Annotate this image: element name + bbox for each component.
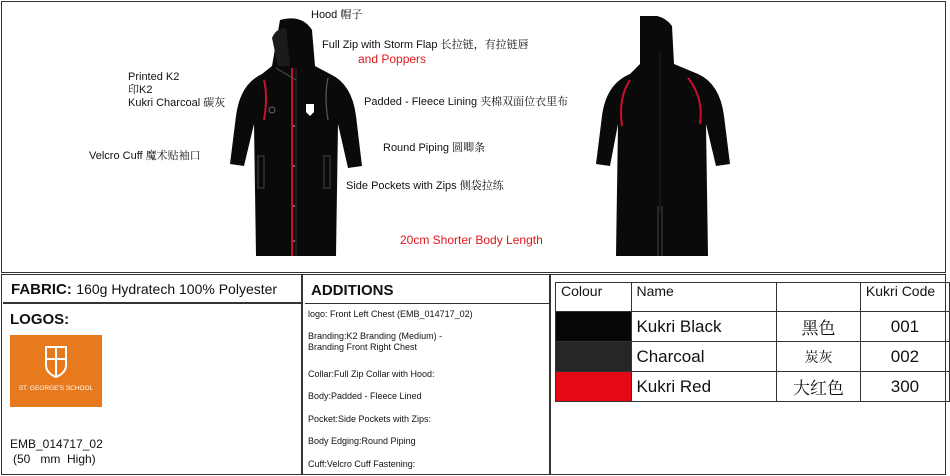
logo-code: EMB_014717_02: [10, 437, 103, 451]
callout-velcro: Velcro Cuff 魔术贴袖口: [89, 150, 201, 162]
colour-cn: 大红色: [777, 372, 861, 402]
colour-table-header: [556, 283, 950, 312]
addition-item: Body:Padded - Fleece Lined: [308, 391, 422, 401]
table-row: [556, 372, 950, 402]
fabric-value: 160g Hydratech 100% Polyester: [76, 281, 278, 297]
addition-item: Pocket:Side Pockets with Zips:: [308, 414, 432, 424]
colour-name: Charcoal: [632, 342, 777, 372]
fabric-row: [3, 276, 301, 304]
addition-item: Collar:Full Zip Collar with Hood:: [308, 369, 435, 379]
addition-item: logo: Front Left Chest (EMB_014717_02): [308, 309, 473, 319]
colour-name: Kukri Red: [632, 372, 777, 402]
header-cn: [777, 283, 861, 312]
callout-poppers: and Poppers: [358, 52, 427, 66]
logos-label: LOGOS:: [10, 311, 70, 328]
callout-shorter-length: 20cm Shorter Body Length: [400, 233, 543, 247]
column-divider: [301, 274, 303, 475]
callout-pockets: Side Pockets with Zips 侧袋拉练: [346, 180, 504, 192]
addition-item: Body Edging:Round Piping: [308, 436, 416, 446]
logo-size: (50 mm High): [13, 452, 96, 466]
colour-code: 001: [860, 312, 949, 342]
table-row: [556, 312, 950, 342]
colour-swatch: [556, 312, 632, 342]
header-code: Kukri Code: [860, 283, 949, 312]
callout-kukri-charcoal: Kukri Charcoal 碳灰: [128, 97, 226, 109]
colour-swatch: [556, 342, 632, 372]
colour-cn: 炭灰: [777, 342, 861, 372]
callout-k2-cn: 印K2: [128, 84, 153, 96]
callout-piping: Round Piping 圆唧条: [383, 142, 486, 154]
colour-code: 002: [860, 342, 949, 372]
coat-back-illustration: [588, 16, 738, 258]
additions-heading: ADDITIONS: [311, 282, 394, 299]
coat-front-illustration: [220, 16, 370, 258]
table-row: [556, 342, 950, 372]
callout-printed-k2: Printed K2: [128, 71, 180, 83]
school-logo: [10, 335, 102, 407]
additions-header: [305, 276, 549, 304]
header-name: Name: [632, 283, 777, 312]
shield-icon: [44, 345, 68, 379]
callout-full-zip: Full Zip with Storm Flap 长拉链，有拉链唇: [322, 39, 529, 51]
addition-item: Branding Front Right Chest: [308, 342, 418, 352]
colour-swatch: [556, 372, 632, 402]
callout-padded: Padded - Fleece Lining 夹棉双面位衣里布: [364, 96, 569, 108]
header-colour: Colour: [556, 283, 632, 312]
colour-name: Kukri Black: [632, 312, 777, 342]
column-divider: [549, 274, 551, 475]
colour-cn: 黑色: [777, 312, 861, 342]
logo-text: ST. GEORGE'S SCHOOL: [18, 385, 94, 392]
colour-code: 300: [860, 372, 949, 402]
fabric-label: FABRIC:: [11, 281, 72, 298]
addition-item: Cuff:Velcro Cuff Fastening:: [308, 459, 416, 469]
colour-table: [555, 282, 950, 402]
addition-item: Branding:K2 Branding (Medium) -: [308, 331, 443, 341]
callout-hood: Hood 帽子: [311, 9, 363, 21]
